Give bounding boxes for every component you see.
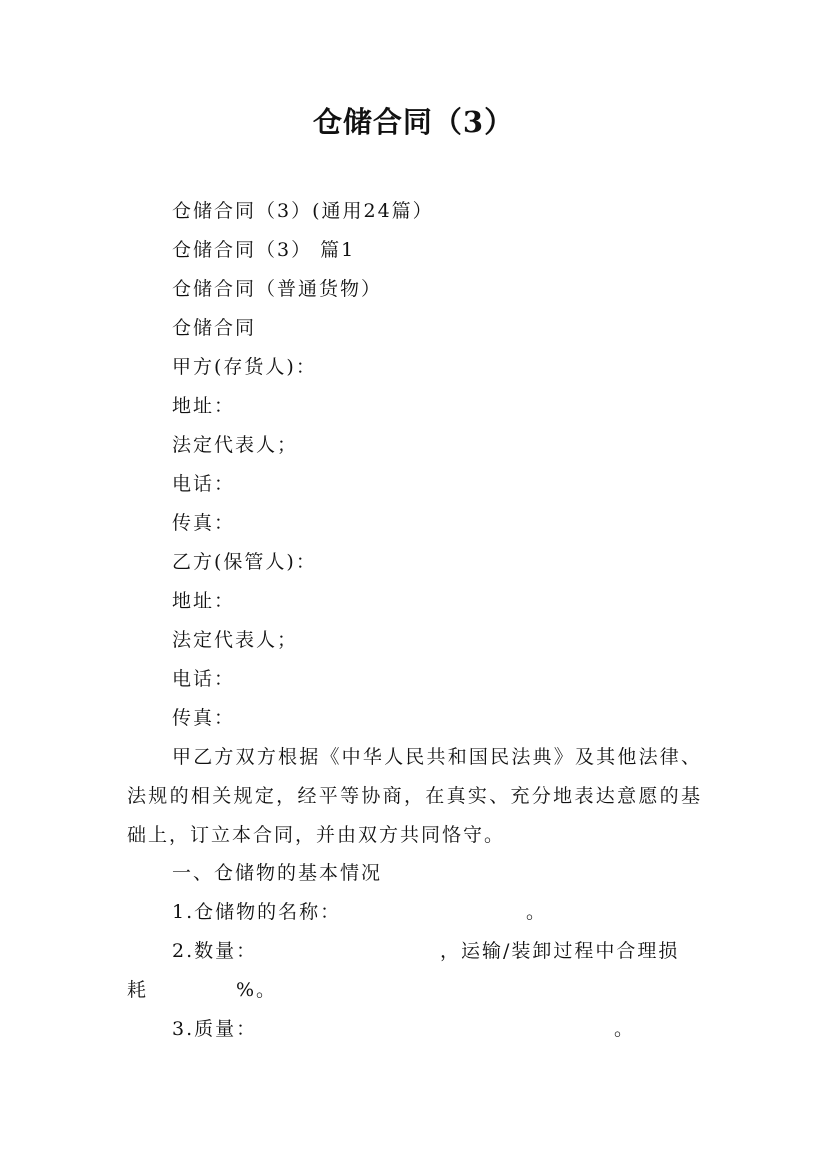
item-2-continuation: 耗 [127, 979, 149, 1001]
party-a-phone: 电话： [172, 473, 236, 495]
party-b-representative: 法定代表人； [172, 629, 299, 651]
party-b-phone: 电话： [172, 668, 236, 690]
item-1-end: 。 [526, 901, 548, 923]
section-1-heading: 一、仓储物的基本情况 [172, 862, 383, 884]
item-2-end: %。 [236, 979, 278, 1001]
party-a-label: 甲方(存货人)： [172, 356, 317, 378]
party-b-address: 地址： [172, 590, 236, 612]
subtitle-line: 仓储合同（3）(通用24篇） [172, 200, 434, 222]
item-2-label: 2.数量： [172, 940, 258, 962]
contract-type: 仓储合同（普通货物） [172, 278, 383, 300]
item-3-label: 3.质量： [172, 1018, 258, 1040]
item-3-end: 。 [614, 1018, 636, 1040]
document-title: 仓储合同（3） [312, 105, 515, 139]
party-b-label: 乙方(保管人)： [172, 551, 317, 573]
party-a-fax: 传真： [172, 512, 236, 534]
item-1-label: 1.仓储物的名称： [172, 901, 342, 923]
item-2-mid: ，运输/装卸过程中合理损 [440, 940, 680, 962]
contract-name: 仓储合同 [172, 317, 257, 339]
party-a-representative: 法定代表人； [172, 434, 299, 456]
party-b-fax: 传真： [172, 707, 236, 729]
intro-paragraph: 甲乙方双方根据《中华人民共和国民法典》及其他法律、法规的相关规定，经平等协商，在真实、充分地表达意愿的基础上，订立本合同，并由双方共同恪守。 [127, 746, 702, 846]
section-heading: 仓储合同（3） 篇1 [172, 239, 356, 261]
party-a-address: 地址： [172, 395, 236, 417]
